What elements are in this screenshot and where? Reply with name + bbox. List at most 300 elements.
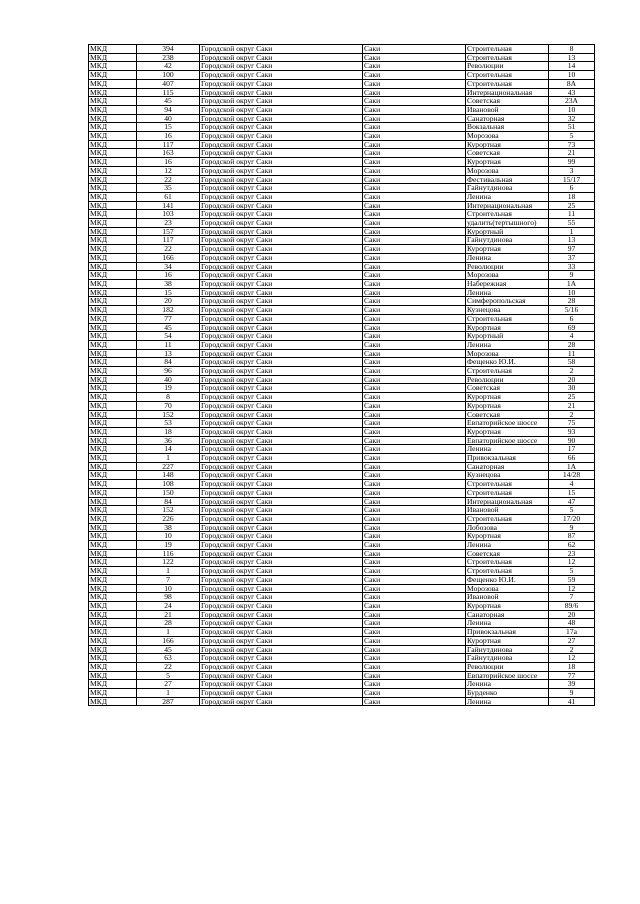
number-cell: 45 [137,97,200,106]
table-row [89,584,595,593]
district-cell: Городской округ Саки [200,697,363,706]
table-row [89,462,595,471]
table-row [89,219,595,228]
object-type-cell: МКД [89,636,137,645]
number-cell: 70 [137,401,200,410]
city-cell: Саки [363,349,466,358]
city-cell: Саки [363,140,466,149]
street-cell: Бурденко [466,689,549,698]
city-cell: Саки [363,97,466,106]
house-cell: 69 [549,323,595,332]
table-row [89,654,595,663]
object-type-cell: МКД [89,175,137,184]
table-row [89,445,595,454]
district-cell: Городской округ Саки [200,532,363,541]
street-cell: Евпаторийское шоссе [466,436,549,445]
city-cell: Саки [363,436,466,445]
number-cell: 27 [137,680,200,689]
table-row [89,236,595,245]
district-cell: Городской округ Саки [200,62,363,71]
table-row [89,323,595,332]
object-type-cell: МКД [89,62,137,71]
number-cell: 1 [137,628,200,637]
object-type-cell: МКД [89,132,137,141]
table-row [89,184,595,193]
city-cell: Саки [363,175,466,184]
table-row [89,506,595,515]
number-cell: 24 [137,602,200,611]
house-cell: 18 [549,662,595,671]
table-row [89,210,595,219]
house-cell: 2 [549,410,595,419]
object-type-cell: МКД [89,645,137,654]
number-cell: 45 [137,323,200,332]
street-cell: Ленина [466,288,549,297]
object-type-cell: МКД [89,436,137,445]
table-row [89,488,595,497]
house-cell: 14 [549,62,595,71]
district-cell: Городской округ Саки [200,410,363,419]
number-cell: 84 [137,358,200,367]
number-cell: 15 [137,288,200,297]
table-row [89,497,595,506]
object-type-cell: МКД [89,558,137,567]
number-cell: 84 [137,497,200,506]
street-cell: Санаторная [466,114,549,123]
district-cell: Городской округ Саки [200,436,363,445]
house-cell: 48 [549,619,595,628]
city-cell: Саки [363,610,466,619]
table-row [89,297,595,306]
object-type-cell: МКД [89,419,137,428]
district-cell: Городской округ Саки [200,471,363,480]
number-cell: 100 [137,71,200,80]
house-cell: 25 [549,393,595,402]
street-cell: Революции [466,375,549,384]
number-cell: 38 [137,279,200,288]
house-cell: 10 [549,105,595,114]
number-cell: 8 [137,393,200,402]
house-cell: 18 [549,192,595,201]
house-cell: 20 [549,375,595,384]
table-row [89,619,595,628]
number-cell: 122 [137,558,200,567]
district-cell: Городской округ Саки [200,340,363,349]
street-cell: Советская [466,149,549,158]
district-cell: Городской округ Саки [200,445,363,454]
street-cell: Ивановой [466,105,549,114]
district-cell: Городской округ Саки [200,419,363,428]
house-cell: 15 [549,488,595,497]
number-cell: 96 [137,367,200,376]
district-cell: Городской округ Саки [200,79,363,88]
number-cell: 150 [137,488,200,497]
number-cell: 20 [137,297,200,306]
house-cell: 20 [549,610,595,619]
house-cell: 47 [549,497,595,506]
city-cell: Саки [363,506,466,515]
street-cell: Ленина [466,253,549,262]
table-row [89,253,595,262]
table-row [89,314,595,323]
number-cell: 14 [137,445,200,454]
number-cell: 53 [137,419,200,428]
number-cell: 34 [137,262,200,271]
city-cell: Саки [363,149,466,158]
number-cell: 28 [137,619,200,628]
city-cell: Саки [363,53,466,62]
house-cell: 9 [549,523,595,532]
city-cell: Саки [363,184,466,193]
city-cell: Саки [363,279,466,288]
house-cell: 17 [549,445,595,454]
table-row [89,689,595,698]
city-cell: Саки [363,567,466,576]
district-cell: Городской округ Саки [200,297,363,306]
city-cell: Саки [363,79,466,88]
city-cell: Саки [363,201,466,210]
table-row [89,149,595,158]
number-cell: 22 [137,175,200,184]
house-cell: 6 [549,314,595,323]
city-cell: Саки [363,297,466,306]
table-row [89,436,595,445]
table-row [89,349,595,358]
number-cell: 1 [137,567,200,576]
district-cell: Городской округ Саки [200,158,363,167]
object-type-cell: МКД [89,488,137,497]
city-cell: Саки [363,602,466,611]
house-cell: 75 [549,419,595,428]
table-row [89,410,595,419]
street-cell: Гайнутдинова [466,236,549,245]
table-body [89,45,595,706]
table-row [89,227,595,236]
street-cell: Революции [466,62,549,71]
street-cell: удалить(тертышного) [466,219,549,228]
object-type-cell: МКД [89,628,137,637]
district-cell: Городской округ Саки [200,558,363,567]
district-cell: Городской округ Саки [200,262,363,271]
house-cell: 58 [549,358,595,367]
object-type-cell: МКД [89,384,137,393]
city-cell: Саки [363,628,466,637]
number-cell: 22 [137,662,200,671]
district-cell: Городской округ Саки [200,140,363,149]
table-row [89,279,595,288]
object-type-cell: МКД [89,549,137,558]
district-cell: Городской округ Саки [200,671,363,680]
district-cell: Городской округ Саки [200,662,363,671]
street-cell: Строительная [466,314,549,323]
city-cell: Саки [363,245,466,254]
table-row [89,636,595,645]
house-cell: 4 [549,332,595,341]
city-cell: Саки [363,697,466,706]
district-cell: Городской округ Саки [200,271,363,280]
table-row [89,567,595,576]
object-type-cell: МКД [89,253,137,262]
house-cell: 37 [549,253,595,262]
district-cell: Городской округ Саки [200,680,363,689]
street-cell: Морозова [466,166,549,175]
number-cell: 287 [137,697,200,706]
street-cell: Революции [466,662,549,671]
number-cell: 40 [137,114,200,123]
city-cell: Саки [363,358,466,367]
object-type-cell: МКД [89,236,137,245]
number-cell: 226 [137,514,200,523]
street-cell: Набережная [466,279,549,288]
street-cell: Фещенко Ю.И. [466,358,549,367]
district-cell: Городской округ Саки [200,53,363,62]
number-cell: 13 [137,349,200,358]
table-row [89,549,595,558]
number-cell: 394 [137,45,200,54]
city-cell: Саки [363,340,466,349]
house-cell: 51 [549,123,595,132]
table-row [89,541,595,550]
object-type-cell: МКД [89,71,137,80]
street-cell: Интернациональная [466,497,549,506]
table-row [89,480,595,489]
street-cell: Ленина [466,192,549,201]
house-cell: 27 [549,636,595,645]
city-cell: Саки [363,410,466,419]
object-type-cell: МКД [89,619,137,628]
object-type-cell: МКД [89,523,137,532]
street-cell: Строительная [466,210,549,219]
table-row [89,575,595,584]
object-type-cell: МКД [89,541,137,550]
number-cell: 166 [137,253,200,262]
table-row [89,79,595,88]
object-type-cell: МКД [89,367,137,376]
house-cell: 25 [549,201,595,210]
address-table [88,44,595,706]
number-cell: 21 [137,610,200,619]
street-cell: Ленина [466,340,549,349]
house-cell: 2 [549,367,595,376]
city-cell: Саки [363,367,466,376]
table-row [89,628,595,637]
street-cell: Гайнутдинова [466,654,549,663]
city-cell: Саки [363,384,466,393]
district-cell: Городской округ Саки [200,636,363,645]
document-page [88,44,581,706]
house-cell: 5 [549,132,595,141]
table-row [89,132,595,141]
object-type-cell: МКД [89,454,137,463]
street-cell: Строительная [466,480,549,489]
table-row [89,593,595,602]
district-cell: Городской округ Саки [200,306,363,315]
table-row [89,271,595,280]
city-cell: Саки [363,227,466,236]
object-type-cell: МКД [89,497,137,506]
street-cell: Гайнутдинова [466,184,549,193]
object-type-cell: МКД [89,462,137,471]
street-cell: Курортная [466,245,549,254]
number-cell: 1 [137,689,200,698]
house-cell: 11 [549,349,595,358]
city-cell: Саки [363,393,466,402]
number-cell: 35 [137,184,200,193]
object-type-cell: МКД [89,123,137,132]
city-cell: Саки [363,471,466,480]
street-cell: Строительная [466,367,549,376]
district-cell: Городской округ Саки [200,628,363,637]
table-row [89,610,595,619]
city-cell: Саки [363,636,466,645]
object-type-cell: МКД [89,149,137,158]
district-cell: Городской округ Саки [200,314,363,323]
table-row [89,201,595,210]
object-type-cell: МКД [89,158,137,167]
object-type-cell: МКД [89,358,137,367]
number-cell: 407 [137,79,200,88]
table-row [89,393,595,402]
house-cell: 4 [549,480,595,489]
city-cell: Саки [363,71,466,80]
house-cell: 17/20 [549,514,595,523]
house-cell: 5 [549,567,595,576]
table-row [89,71,595,80]
table-row [89,332,595,341]
district-cell: Городской округ Саки [200,497,363,506]
house-cell: 41 [549,697,595,706]
number-cell: 7 [137,575,200,584]
street-cell: Курортная [466,636,549,645]
number-cell: 117 [137,140,200,149]
table-row [89,367,595,376]
district-cell: Городской округ Саки [200,332,363,341]
city-cell: Саки [363,166,466,175]
number-cell: 152 [137,410,200,419]
number-cell: 61 [137,192,200,201]
number-cell: 22 [137,245,200,254]
house-cell: 14/28 [549,471,595,480]
city-cell: Саки [363,532,466,541]
city-cell: Саки [363,158,466,167]
number-cell: 36 [137,436,200,445]
object-type-cell: МКД [89,262,137,271]
house-cell: 59 [549,575,595,584]
object-type-cell: МКД [89,410,137,419]
number-cell: 152 [137,506,200,515]
object-type-cell: МКД [89,340,137,349]
city-cell: Саки [363,332,466,341]
house-cell: 6 [549,184,595,193]
district-cell: Городской округ Саки [200,71,363,80]
table-row [89,97,595,106]
district-cell: Городской округ Саки [200,45,363,54]
number-cell: 63 [137,654,200,663]
table-row [89,140,595,149]
house-cell: 62 [549,541,595,550]
number-cell: 117 [137,236,200,245]
street-cell: Строительная [466,79,549,88]
number-cell: 45 [137,645,200,654]
street-cell: Курортная [466,140,549,149]
street-cell: Морозова [466,349,549,358]
object-type-cell: МКД [89,697,137,706]
table-row [89,662,595,671]
street-cell: Советская [466,384,549,393]
street-cell: Курортная [466,532,549,541]
street-cell: Советская [466,410,549,419]
table-row [89,532,595,541]
table-row [89,175,595,184]
number-cell: 12 [137,166,200,175]
table-row [89,62,595,71]
object-type-cell: МКД [89,480,137,489]
street-cell: Курортный [466,227,549,236]
table-row [89,192,595,201]
object-type-cell: МКД [89,471,137,480]
city-cell: Саки [363,462,466,471]
city-cell: Саки [363,271,466,280]
number-cell: 1 [137,454,200,463]
table-row [89,384,595,393]
city-cell: Саки [363,619,466,628]
district-cell: Городской округ Саки [200,567,363,576]
city-cell: Саки [363,654,466,663]
street-cell: Морозова [466,584,549,593]
street-cell: Курортный [466,332,549,341]
number-cell: 16 [137,271,200,280]
street-cell: Строительная [466,53,549,62]
street-cell: Советская [466,549,549,558]
street-cell: Санаторная [466,462,549,471]
street-cell: Строительная [466,567,549,576]
street-cell: Евпаторийское шоссе [466,671,549,680]
house-cell: 9 [549,271,595,280]
table-row [89,697,595,706]
street-cell: Курортная [466,158,549,167]
number-cell: 10 [137,584,200,593]
house-cell: 13 [549,236,595,245]
district-cell: Городской округ Саки [200,245,363,254]
district-cell: Городской округ Саки [200,175,363,184]
house-cell: 12 [549,558,595,567]
house-cell: 23А [549,97,595,106]
object-type-cell: МКД [89,393,137,402]
table-row [89,454,595,463]
city-cell: Саки [363,105,466,114]
street-cell: Строительная [466,558,549,567]
district-cell: Городской округ Саки [200,401,363,410]
house-cell: 23 [549,549,595,558]
number-cell: 163 [137,149,200,158]
city-cell: Саки [363,662,466,671]
number-cell: 5 [137,671,200,680]
street-cell: Симферопольская [466,297,549,306]
district-cell: Городской округ Саки [200,97,363,106]
city-cell: Саки [363,114,466,123]
number-cell: 166 [137,636,200,645]
house-cell: 28 [549,297,595,306]
street-cell: Ленина [466,680,549,689]
district-cell: Городской округ Саки [200,358,363,367]
object-type-cell: МКД [89,610,137,619]
street-cell: Евпаторийское шоссе [466,419,549,428]
house-cell: 1А [549,462,595,471]
table-row [89,114,595,123]
object-type-cell: МКД [89,140,137,149]
district-cell: Городской округ Саки [200,384,363,393]
house-cell: 30 [549,384,595,393]
